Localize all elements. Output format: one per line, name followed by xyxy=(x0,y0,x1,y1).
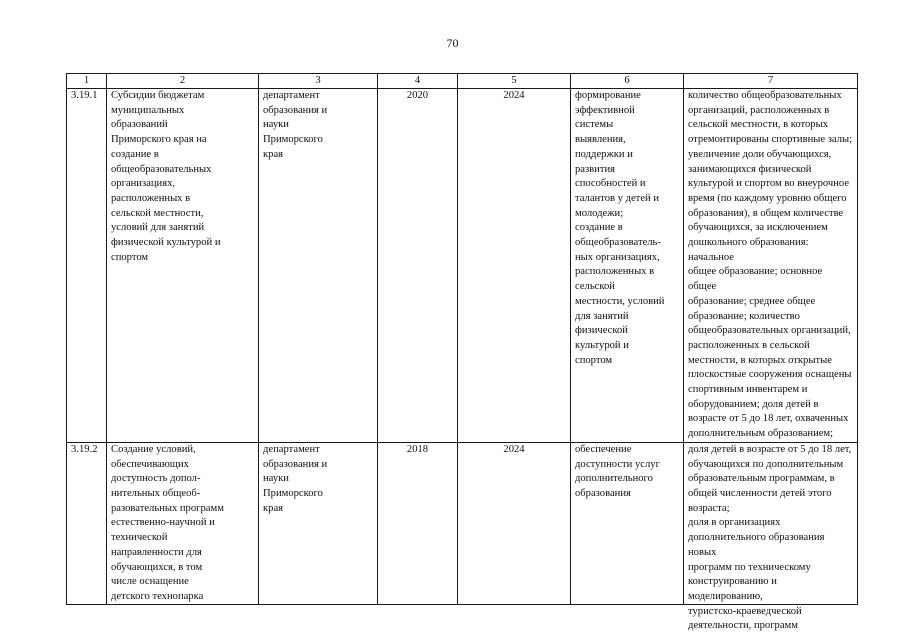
indicators: количество общеобразовательных организаций, расположенных в сельской местности, в которых отремонтированы спортивные залы; увеличение доли обучающихся, занимающихся физической культурой и спортом во внеурочное время (по каждому уровню общего образования), в общем количестве обучающихся, за исключением дошкольного образования: начальное общее образование; основное общее образование; среднее общее образование; количество общеобразовательных организаций, расположенных в сельской местности, в которых открытые плоскостные сооружения оснащены спортивным инвентарем и оборудованием; доля детей в возрасте от 5 до 18 лет, охваченных дополнительным образованием; xyxy=(684,89,858,443)
end-year: 2024 xyxy=(458,442,571,604)
column-header: 3 xyxy=(259,74,378,89)
measure-name: Субсидии бюджетам муниципальных образований Приморского края на создание в общеобразовательных организациях, расположенных в сельской местности, условий для занятий физической культурой и спортом xyxy=(107,89,259,443)
expected-result: обеспечение доступности услуг дополнительного образования xyxy=(571,442,684,604)
start-year: 2018 xyxy=(378,442,458,604)
row-number: 3.19.2 xyxy=(67,442,107,604)
column-header: 7 xyxy=(684,74,858,89)
column-header: 1 xyxy=(67,74,107,89)
table-row xyxy=(67,442,858,604)
column-header: 2 xyxy=(107,74,259,89)
expected-result: формирование эффективной системы выявления, поддержки и развития способностей и талантов у детей и молодежи; создание в общеобразователь- ных организациях, расположенных в сельской местности, условий для занятий физической культурой и спортом xyxy=(571,89,684,443)
page-number: 70 xyxy=(446,36,459,50)
start-year: 2020 xyxy=(378,89,458,443)
column-header: 5 xyxy=(458,74,571,89)
table-row xyxy=(67,89,858,443)
program-table xyxy=(66,73,858,632)
executor: департамент образования и науки Приморского края xyxy=(259,442,378,604)
indicators: доля детей в возрасте от 5 до 18 лет, обучающихся по дополнительным образовательным программам, в общей численности детей этого возраста; доля в организациях дополнительного образования новых программ по техническому конструированию и моделированию, туристско-краеведческой деятельности, программ xyxy=(684,442,858,604)
executor: департамент образования и науки Приморского края xyxy=(259,89,378,443)
header-row xyxy=(67,74,858,89)
end-year: 2024 xyxy=(458,89,571,443)
column-header: 4 xyxy=(378,74,458,89)
row-number: 3.19.1 xyxy=(67,89,107,443)
measure-name: Создание условий, обеспечивающих доступность допол- нительных общеоб- разовательных программ естественно-научной и технической направленности для обучающихся, в том числе оснащение детского технопарка xyxy=(107,442,259,604)
column-header: 6 xyxy=(571,74,684,89)
